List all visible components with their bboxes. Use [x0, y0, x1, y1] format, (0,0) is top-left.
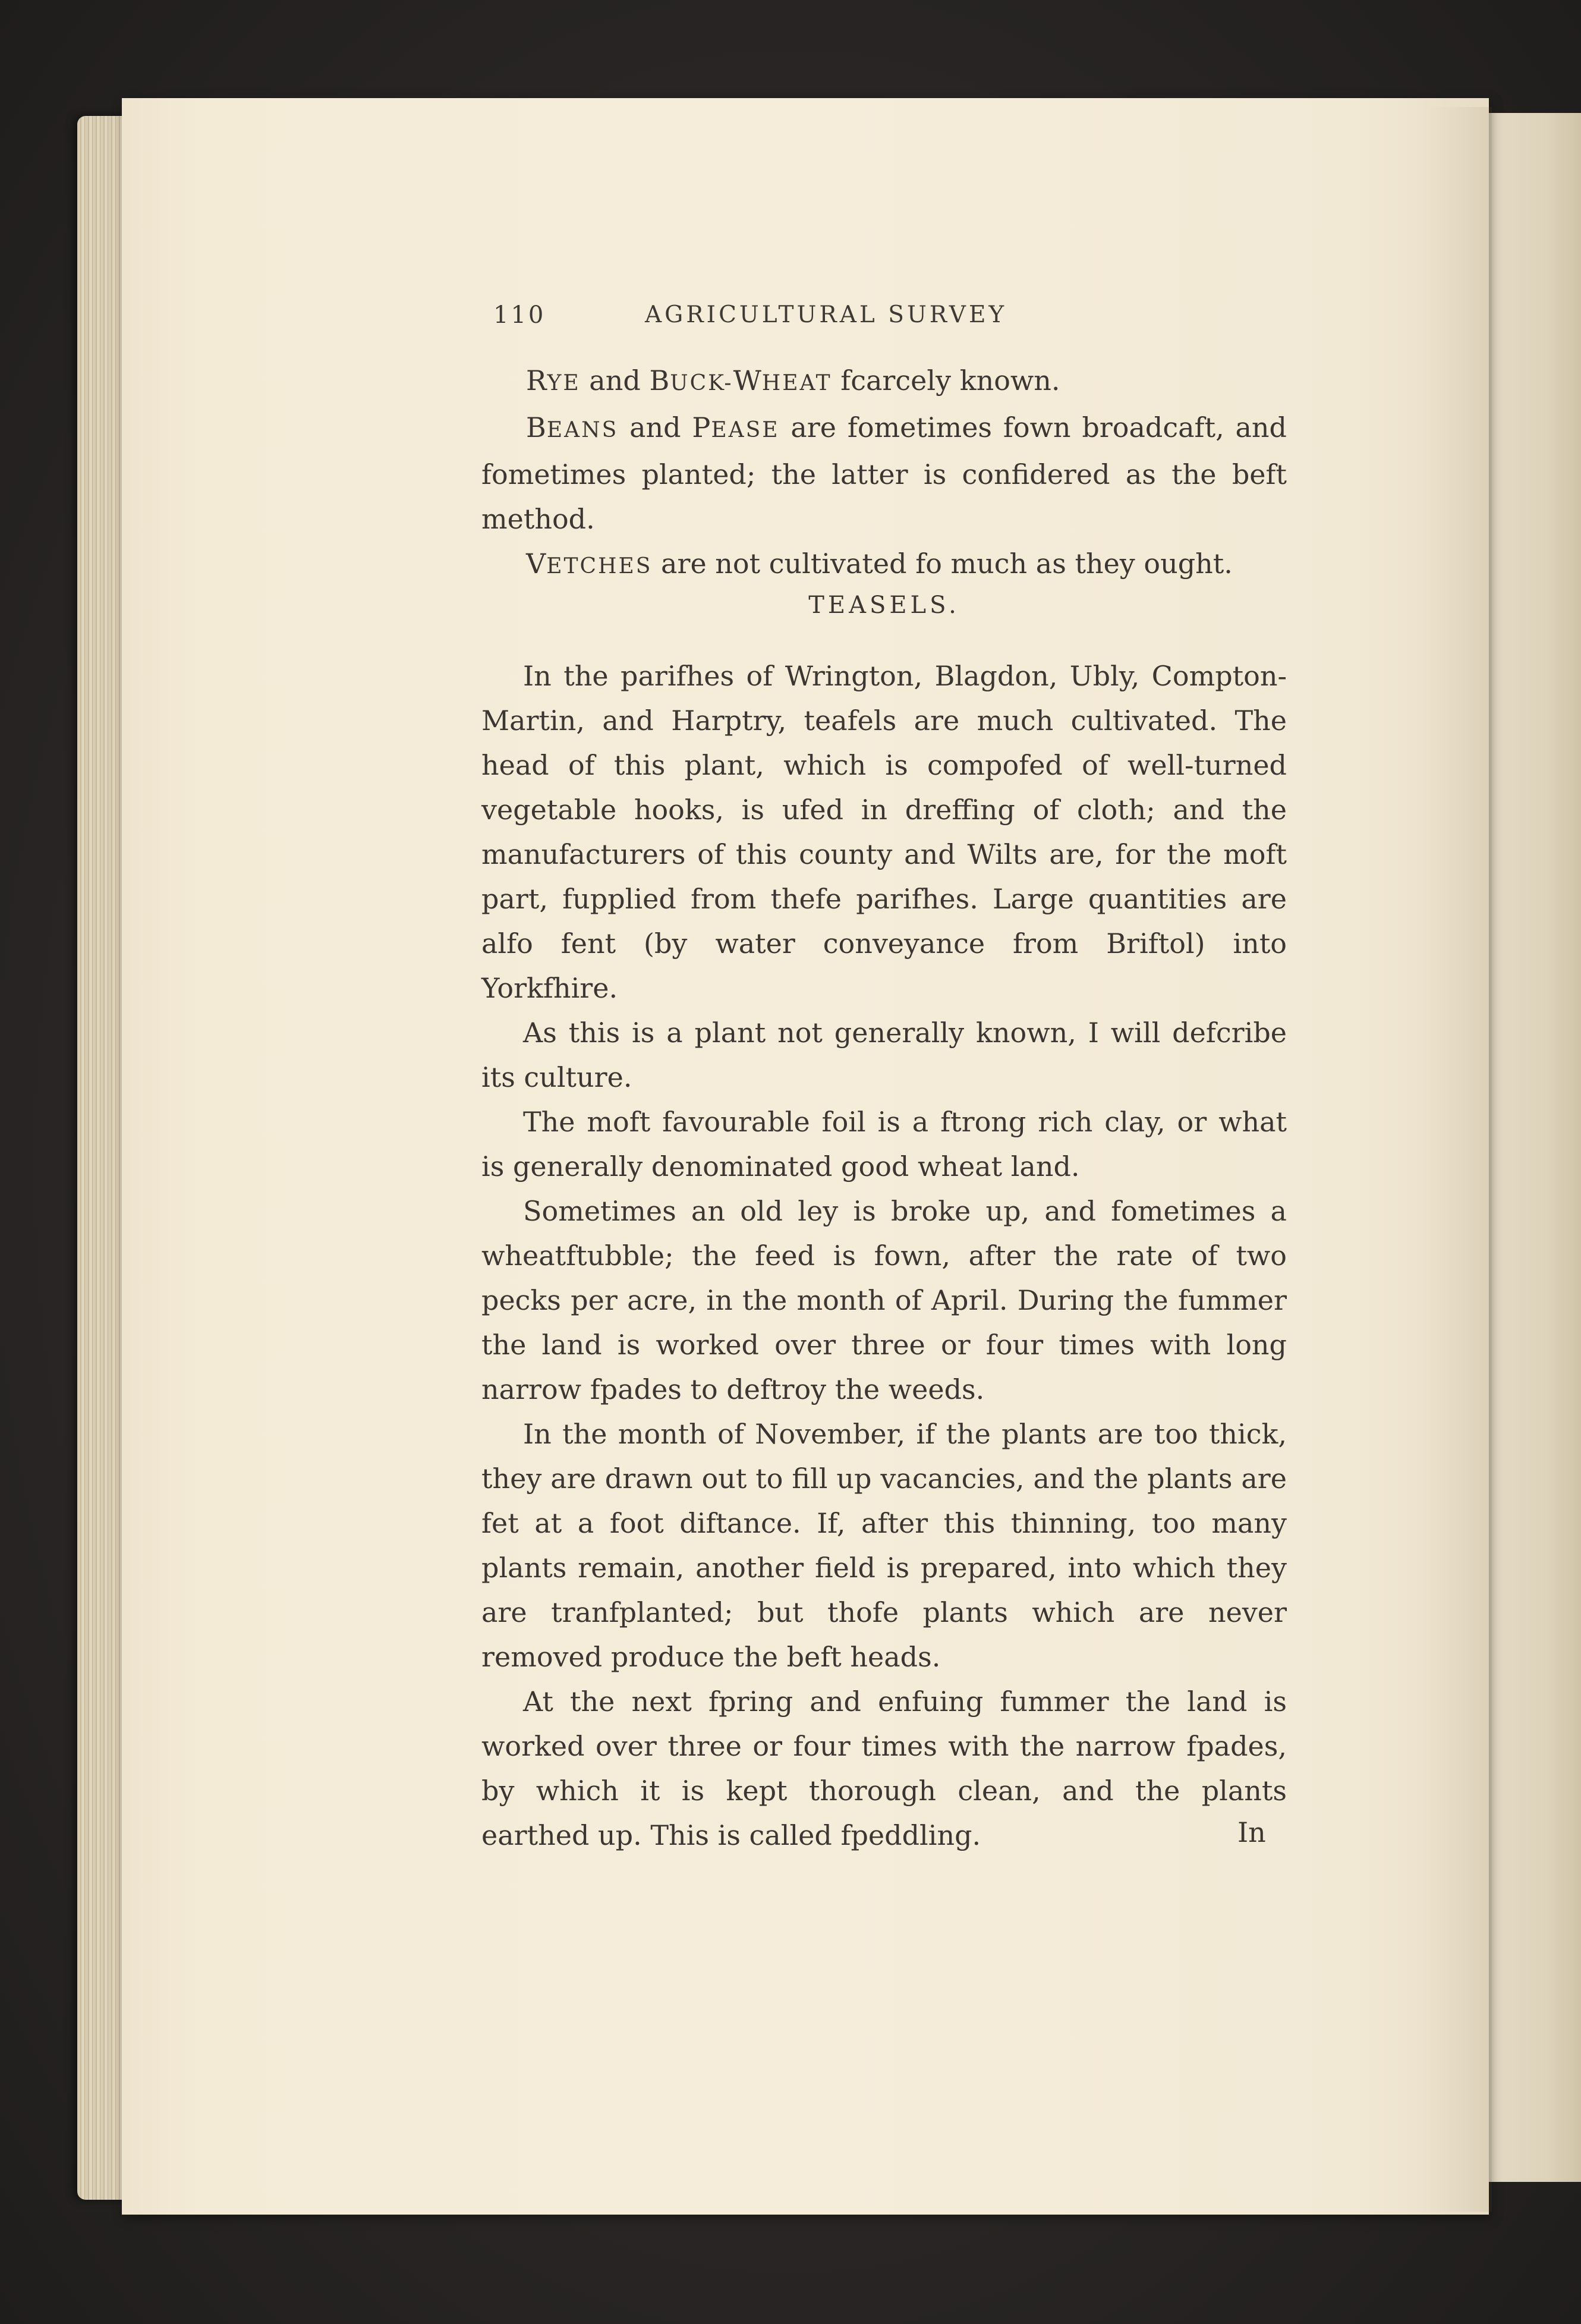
intro-line-beans: BEANS and PEASE are fometimes fown broadcaft, and fometimes planted; the latter is confidered as the beft method.	[481, 411, 1287, 535]
page-header	[493, 301, 1284, 337]
intro-block	[481, 358, 1287, 589]
paragraph: Sometimes an old ley is broke up, and fometimes a wheatftubble; the feed is fown, after the rate of two pecks per acre, in the month of April. During the fummer the land is worked over three or four times with long narrow fpades to deftroy the weeds.	[481, 1195, 1287, 1405]
intro-line-vetches: VETCHES are not cultivated fo much as they ought.	[526, 548, 1233, 580]
catchword: In	[1237, 1816, 1266, 1848]
running-title: AGRICULTURAL SURVEY	[645, 301, 1007, 328]
intro-line-rye: RYE and BUCK-WHEAT fcarcely known.	[526, 364, 1060, 397]
section-title: TEASELS.	[808, 592, 960, 619]
page-number: 110	[493, 301, 546, 329]
paragraph: At the next fpring and enfuing fummer the land is worked over three or four times with the narrow fpades, by which it is kept thorough clean, and the plants earthed up. This is called fpeddling.	[481, 1685, 1287, 1851]
paragraph: In the month of November, if the plants are too thick, they are drawn out to fill up vacancies, and the plants are fet at a foot diftance. If, after this thinning, too many plants remain, another field is prepared, into which they are tranfplanted; but thofe plants which are never removed produce the beft heads.	[481, 1418, 1287, 1673]
page-gutter-shadow	[1426, 107, 1492, 2212]
paragraph: As this is a plant not generally known, I will defcribe its culture.	[481, 1017, 1287, 1093]
body-text	[481, 654, 1287, 1858]
paragraph: In the parifhes of Wrington, Blagdon, Ubly, Compton-Martin, and Harptry, teafels are much cultivated. The head of this plant, which is compofed of well-turned vegetable hooks, is ufed in dreffing of cloth; and the manufacturers of this county and Wilts are, for the moft part, fupplied from thefe parifhes. Large quantities are alfo fent (by water conveyance from Briftol) into Yorkfhire.	[481, 660, 1287, 1004]
facing-page-edge	[1477, 113, 1581, 2182]
paragraph: The moft favourable foil is a ftrong rich clay, or what is generally denominated good wheat land.	[481, 1106, 1287, 1183]
